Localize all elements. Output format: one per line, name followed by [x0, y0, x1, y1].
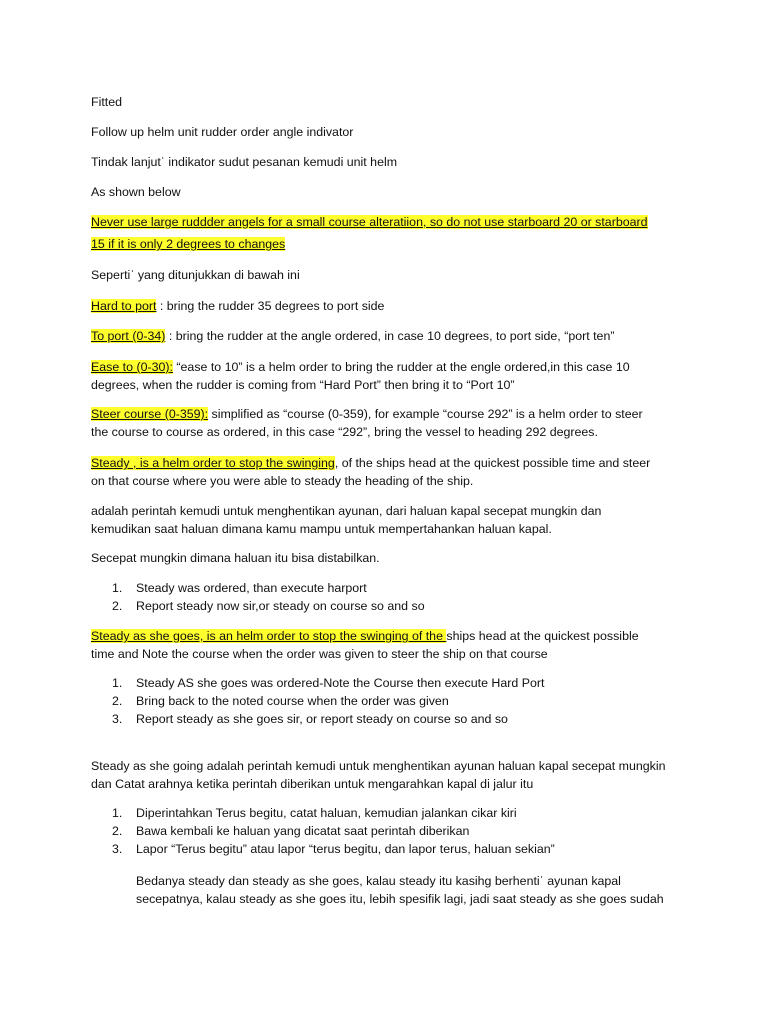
bedanya-line-1: Bedanya steady dan steady as she goes, kalau steady itu kasihg berhentiˈ ayunan kapal: [136, 874, 621, 888]
secepat-line: Secepat mungkin dimana haluan itu bisa distabilkan.: [91, 551, 380, 565]
ease-to-line-1: [91, 358, 681, 376]
hard-port-label: Hard to port: [91, 299, 157, 313]
list-item: 1. Diperintahkan Terus begitu, catat haluan, kemudian jalankan cikar kiri: [112, 806, 517, 820]
ease-to-line-2: degrees, when the rudder is coming from “Hard Port” then bring it to “Port 10”: [91, 378, 515, 392]
warning-highlight-2: 15 if it is only 2 degrees to changes: [91, 237, 286, 251]
steer-course-label: Steer course (0-359):: [91, 407, 209, 421]
steady-as-list: [112, 674, 544, 728]
list-item: 2. Bring back to the noted course when the order was given: [112, 694, 449, 708]
ease-to-text: “ease to 10” is a helm order to bring the rudder at the engle ordered,in this case 10: [172, 360, 630, 374]
tindak-lanjut-line: Tindak lanjutˈ indikator sudut pesanan kemudi unit helm: [91, 155, 398, 169]
steady-line-2: on that course where you were able to steady the heading of the ship.: [91, 474, 474, 488]
warning-highlight-1: Never use large ruddder angels for a small course alteratiion, so do not use starboard 20 or starboard: [91, 215, 648, 229]
list-item: 2. Bawa kembali ke haluan yang dicatat saat perintah diberikan: [112, 824, 470, 838]
steady-id-line-2: kemudikan saat haluan dimana kamu mampu untuk mempertahankan haluan kapal.: [91, 522, 552, 536]
warning-line-1: [91, 213, 681, 231]
list-item: 1. Steady AS she goes was ordered-Note the Course then execute Hard Port: [112, 676, 545, 690]
steady-list: [112, 579, 425, 615]
bedanya-line-2: secepatnya, kalau steady as she goes itu, lebih spesifik lagi, jadi saat steady as she goes sudah: [136, 892, 664, 906]
steady-text: , of the ships head at the quickest possible time and steer: [334, 456, 651, 470]
ease-to-label: Ease to (0-30):: [91, 360, 173, 374]
follow-up-line: Follow up helm unit rudder order angle indivator: [91, 125, 354, 139]
as-shown-line: As shown below: [91, 185, 181, 199]
steady-as-label: Steady as she goes, is an helm order to stop the swinging of the: [91, 629, 447, 643]
seperti-line: Sepertiˈ yang ditunjukkan di bawah ini: [91, 268, 300, 282]
hard-port-line: [91, 297, 681, 315]
steady-as-line-1: [91, 627, 681, 645]
steer-course-line-2: the course to course as ordered, in this case “292”, bring the vessel to heading 292 degrees.: [91, 425, 598, 439]
steady-as-line-2: time and Note the course when the order was given to steer the ship on that course: [91, 647, 548, 661]
fitted-line: Fitted: [91, 95, 122, 109]
steer-course-text: simplified as “course (0-359), for example “course 292” is a helm order to steer: [208, 407, 643, 421]
steer-course-line-1: [91, 405, 681, 423]
to-port-line: [91, 327, 681, 345]
list-item: 1. Steady was ordered, than execute harport: [112, 581, 367, 595]
warning-line-2: [91, 235, 681, 253]
steady-line-1: [91, 454, 681, 472]
to-port-label: To port (0-34): [91, 329, 166, 343]
steady-going-line-1: Steady as she going adalah perintah kemudi untuk menghentikan ayunan haluan kapal secepat mungkin: [91, 759, 666, 773]
steady-label: Steady , is a helm order to stop the swinging: [91, 456, 335, 470]
to-port-text: : bring the rudder at the angle ordered, in case 10 degrees, to port side, “port ten”: [165, 329, 615, 343]
list-item: 3. Report steady as she goes sir, or report steady on course so and so: [112, 712, 508, 726]
steady-as-text: ships head at the quickest possible: [446, 629, 639, 643]
terus-list: [112, 804, 555, 858]
hard-port-text: : bring the rudder 35 degrees to port side: [156, 299, 385, 313]
steady-going-line-2: dan Catat arahnya ketika perintah diberikan untuk mengarahkan kapal di jalur itu: [91, 777, 534, 791]
steady-id-line-1: adalah perintah kemudi untuk menghentikan ayunan, dari haluan kapal secepat mungkin dan: [91, 504, 602, 518]
list-item: 3. Lapor “Terus begitu” atau lapor “terus begitu, dan lapor terus, haluan sekian”: [112, 842, 555, 856]
list-item: 2. Report steady now sir,or steady on course so and so: [112, 599, 425, 613]
